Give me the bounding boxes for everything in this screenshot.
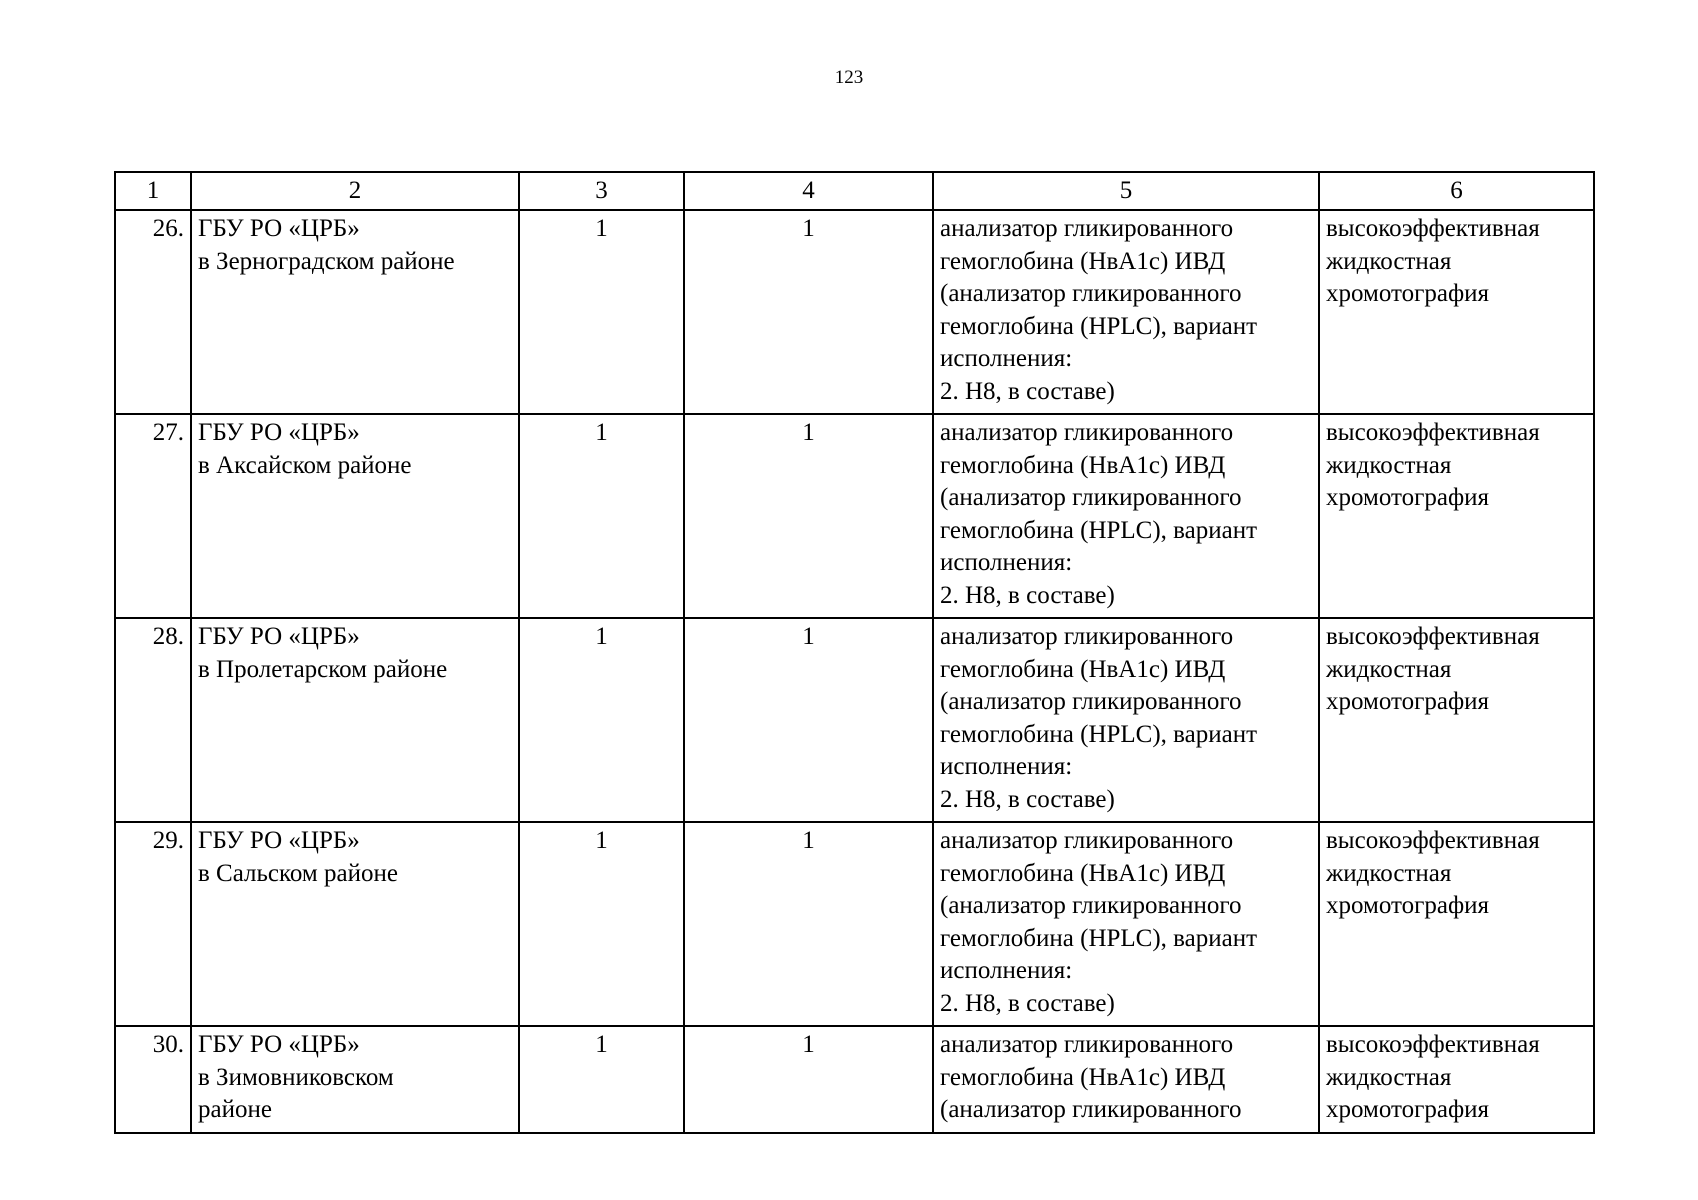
- equipment-description-line: анализатор гликированного: [940, 1031, 1234, 1058]
- equipment-description-line: гемоглобина (HPLC), вариант: [940, 924, 1258, 952]
- page-number: 123: [834, 67, 864, 88]
- table-header: [115, 172, 1594, 210]
- equipment-description-line: (анализатор гликированного: [940, 1096, 1242, 1124]
- institution-cell: [191, 618, 519, 822]
- equipment-description-cell: [933, 618, 1319, 822]
- table-row: [115, 822, 1594, 1026]
- table-body: [115, 210, 1594, 1133]
- method-line: хромотография: [1326, 280, 1490, 308]
- column-header: 1: [115, 172, 191, 210]
- method-cell: [1319, 210, 1594, 414]
- equipment-description-line: (анализатор гликированного: [940, 688, 1242, 716]
- equipment-description-line: 2. Н8, в составе): [940, 785, 1115, 813]
- quantity-cell: 1: [684, 618, 933, 822]
- method-cell: [1319, 618, 1594, 822]
- institution-line: в Аксайском районе: [198, 451, 412, 479]
- equipment-description-line: гемоглобина (НвА1с) ИВД: [940, 247, 1226, 275]
- method-cell: [1319, 414, 1594, 618]
- column-header: 2: [191, 172, 519, 210]
- row-number-cell: 26.: [115, 210, 191, 414]
- institution-line: в Пролетарском районе: [198, 655, 448, 683]
- equipment-description-cell: [933, 210, 1319, 414]
- data-table: [114, 171, 1595, 1134]
- equipment-description-line: гемоглобина (НвА1с) ИВД: [940, 859, 1226, 887]
- row-number-cell: 30.: [115, 1026, 191, 1133]
- quantity-cell: 1: [519, 210, 684, 414]
- institution-line: ГБУ РО «ЦРБ»: [198, 827, 360, 854]
- equipment-description-line: исполнения:: [940, 345, 1073, 373]
- method-line: жидкостная: [1326, 655, 1452, 683]
- method-cell: [1319, 822, 1594, 1026]
- equipment-description-line: исполнения:: [940, 549, 1073, 577]
- row-number-cell: 29.: [115, 822, 191, 1026]
- institution-line: в Зерноградском районе: [198, 247, 455, 275]
- quantity-cell: 1: [519, 618, 684, 822]
- method-line: жидкостная: [1326, 1063, 1452, 1091]
- equipment-description-line: анализатор гликированного: [940, 215, 1234, 242]
- equipment-description-line: гемоглобина (НвА1с) ИВД: [940, 655, 1226, 683]
- equipment-description-line: гемоглобина (HPLC), вариант: [940, 516, 1258, 544]
- equipment-description-cell: [933, 414, 1319, 618]
- equipment-description-line: гемоглобина (НвА1с) ИВД: [940, 1063, 1226, 1091]
- table-row: [115, 1026, 1594, 1133]
- quantity-cell: 1: [519, 822, 684, 1026]
- equipment-description-line: 2. Н8, в составе): [940, 377, 1115, 405]
- equipment-description-cell: [933, 822, 1319, 1026]
- column-header: 5: [933, 172, 1319, 210]
- method-line: хромотография: [1326, 688, 1490, 716]
- column-header: 3: [519, 172, 684, 210]
- institution-line: ГБУ РО «ЦРБ»: [198, 1031, 360, 1058]
- equipment-description-line: (анализатор гликированного: [940, 892, 1242, 920]
- method-line: высокоэффективная: [1326, 419, 1540, 446]
- equipment-description-line: (анализатор гликированного: [940, 280, 1242, 308]
- quantity-cell: 1: [519, 414, 684, 618]
- quantity-cell: 1: [684, 210, 933, 414]
- method-line: хромотография: [1326, 892, 1490, 920]
- institution-line: в Зимовниковском: [198, 1063, 394, 1091]
- row-number-cell: 28.: [115, 618, 191, 822]
- method-line: хромотография: [1326, 484, 1490, 512]
- quantity-cell: 1: [684, 1026, 933, 1133]
- equipment-description-cell: [933, 1026, 1319, 1133]
- column-header: 4: [684, 172, 933, 210]
- institution-line: ГБУ РО «ЦРБ»: [198, 215, 360, 242]
- equipment-description-line: исполнения:: [940, 753, 1073, 781]
- column-header: 6: [1319, 172, 1594, 210]
- method-line: жидкостная: [1326, 247, 1452, 275]
- header-row: [115, 172, 1594, 210]
- institution-cell: [191, 210, 519, 414]
- quantity-cell: 1: [684, 414, 933, 618]
- equipment-description-line: гемоглобина (НвА1с) ИВД: [940, 451, 1226, 479]
- table-row: [115, 618, 1594, 822]
- equipment-description-line: гемоглобина (HPLC), вариант: [940, 312, 1258, 340]
- institution-cell: [191, 414, 519, 618]
- method-line: высокоэффективная: [1326, 1031, 1540, 1058]
- method-cell: [1319, 1026, 1594, 1133]
- equipment-description-line: анализатор гликированного: [940, 419, 1234, 446]
- quantity-cell: 1: [519, 1026, 684, 1133]
- equipment-description-line: анализатор гликированного: [940, 827, 1234, 854]
- equipment-description-line: исполнения:: [940, 957, 1073, 985]
- method-line: жидкостная: [1326, 451, 1452, 479]
- table-row: [115, 210, 1594, 414]
- method-line: хромотография: [1326, 1096, 1490, 1124]
- institution-line: районе: [198, 1096, 272, 1124]
- institution-line: ГБУ РО «ЦРБ»: [198, 623, 360, 650]
- table-row: [115, 414, 1594, 618]
- equipment-description-line: (анализатор гликированного: [940, 484, 1242, 512]
- method-line: высокоэффективная: [1326, 827, 1540, 854]
- method-line: высокоэффективная: [1326, 623, 1540, 650]
- method-line: высокоэффективная: [1326, 215, 1540, 242]
- institution-cell: [191, 1026, 519, 1133]
- institution-line: в Сальском районе: [198, 859, 398, 887]
- method-line: жидкостная: [1326, 859, 1452, 887]
- row-number-cell: 27.: [115, 414, 191, 618]
- institution-line: ГБУ РО «ЦРБ»: [198, 419, 360, 446]
- quantity-cell: 1: [684, 822, 933, 1026]
- institution-cell: [191, 822, 519, 1026]
- equipment-description-line: анализатор гликированного: [940, 623, 1234, 650]
- equipment-description-line: 2. Н8, в составе): [940, 581, 1115, 609]
- equipment-description-line: гемоглобина (HPLC), вариант: [940, 720, 1258, 748]
- equipment-description-line: 2. Н8, в составе): [940, 989, 1115, 1017]
